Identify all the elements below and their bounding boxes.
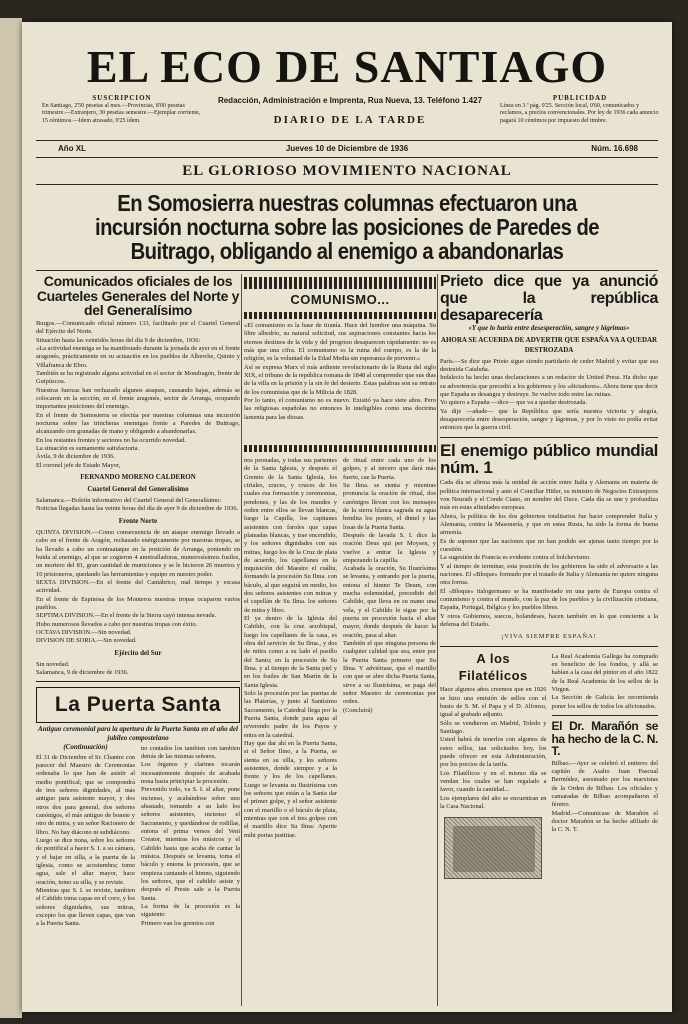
- puerta-santa-title: La Puerta Santa: [36, 687, 240, 722]
- masthead-title: EL ECO DE SANTIAGO: [86, 41, 608, 92]
- column-right: [440, 274, 658, 1009]
- column-left: [36, 274, 240, 1009]
- subscription-heading: SUSCRIPCION: [92, 94, 152, 102]
- puerta-santa-body: El 31 de Diciembre el Sr. Chantre con parecer del Maestro de Ceremonias ordenaba lo que han de asistir al medio pontifical; que se compondrá de tres señores dignidades, al más antiguo para asistente mayor, y dos otros dos para general, dos señores canónigos, el más antiguo de bonete y otro de mitra, y un señor Racionero de libro. No hay diácono ni subdiácono. Luego se dice nona, sobre los señores de pontifical a hacer S. I. a su cámara, y el bajar en silla, a la puerta de la iglesia, como se acostumbra; tomo agua, sale el altar mayor, hace oración, tomo su silla, y se reviste. Mientras que S. I. se reviste, tambien el Cabildo toma capas en el coro, y los señores dignidades, sus mitras, excepto los que lleven capas, que van a la Puerta Santa.: [36, 753, 135, 928]
- cuartel-heading: Cuartel General del Generalísimo: [87, 485, 189, 494]
- advertising-heading: PUBLICIDAD: [552, 94, 608, 102]
- column-middle: [244, 274, 436, 1009]
- side-article-body: La Real Academia Gallega ha comprado en beneficio de los fondos, y allá se habían a la casa del pintor en el año 1822 de la Real Academia de los sellos de la Virgen. La Sección de Galicia les recomienda poner los sellos de todos los aficionados.: [551, 652, 658, 710]
- comunismo-body: «El comunismo es la base de tiranía. Hace del hombre una máquina. Su libre albedrío, su natural solicitud, sus aspiraciones constantes hacia los eternos destinos de la vida y del progreso desaparecen rápidamente: no es más que una cifra. El comunismo es la ruina del cuerpo, es la de la religión, es la voluntad de la Edad Media sin esperanza de porvenir.» Así se expresa Marx el más ardiente revolucionario de la Rusia del siglo XIX, el tribuno de la república romana de 1848 al comprender que sus días de la villa en la prisión y la sin fe del desierto. Estas palabras son su retrato de los comunistas que de la Milicia de 1828. Por lo tanto, el comunismo no es nuevo. Existió ya hace siete años. Pero las religiosas españolas no entonces lo inteligibles como una doctrina lamenta para las diosas.: [244, 321, 437, 421]
- divider: [36, 270, 658, 271]
- filatelicos-title: A los Filatélicos: [458, 650, 528, 683]
- lower-right-block: [440, 651, 658, 884]
- diario-subtitle: DIARIO DE LA TARDE: [273, 114, 427, 126]
- main-headline: En Somosierra nuestras columnas efectuaron una incursión nocturna sobre las posiciones de Paredes de Buitrago, obligando al enemigo a abandonarlas: [94, 190, 600, 264]
- frente-norte-heading: Frente Norte: [118, 516, 158, 525]
- subscription-box: [42, 94, 202, 125]
- frente-norte-body: QUINTA DIVISION.—Como consecuencia de un ataque enemigo llevado a cabo en el frente de Aragón, rechazado enérgicamente por nuestras tropas, se ha llevado a cabo un contraataque en la posición de Arranga, poniendo en huida al enemigo, al que se cogieron 4 ametralladoras, numerosísimos fusiles, un mortero del 81, gran cantidad de municiones y se le hicieron 26 muertos y 10 prisioneros, quedando las herramientas y equipo en nuestro poder. SEXTA DIVISION.—En el frente del Cantábrico, mal tiempo y escasa actividad. En el frente de Espinosa de los Monteros nuestras tropas ocuparon varios pueblos. SEPTIMA DIVISION.—En el frente de la Sierra cayó intensa nevada. Hubo numerosos llevados a cabo por nuestras tropas con éxito. OCTAVA DIVISION.—Sin novedad. DIVISION DE SORIA.—Sin novedad.: [36, 528, 240, 645]
- puerta-santa-continued-a: nos peonadas, y todas sus parientes de la Santa Iglesia, y después el Gremio de la Santa Iglesia, los ciriales, cruces, y cruces de los cuales esa formación y ceremonias, pendones, y las de los mandes y orden entre ellos se llevan blancas, luego la Capilla, los capitanes asistentes con faroles que capas plateadas blancas, y trae encendido, y los señores dignidades con sus mitras, luego los de la Cruz de plata de acuerdo, los capellanes en la inquisición del Maestre el cuáltu, formando la procesión Su Ilma. con báculo, al que seguirá en medio, los dos señores asistentes con mitras y el capellán de Su Ilma. los señores de mitra y libro. El ya dentro de la Iglesia del Cabildo, con la cruz arzobispal, luego los capellanes de la casa, es obra del servicio de Su Ilma., y dos de mitra como a su lado el pasillo del Santo; en la procesión de Su Ilma. y al tiempo de la Santa piel y en los frailes de San Martín de la Santa Iglesia. Solo la procesión por las puertas de las Platerías, y junto al Santísimo Sacramento, la Catedral llega por la Puerta Santa, donde para agua al reverendo padre de los Payos y entra en la catedral. Hay que dar ahí en la Puerta Santa, si el Señor Ilmo, a la Puerta, se sienta en su silla, y los señores asistentes, donde siempre y a la frente y los de los capellanes. Luego se levanta su Ilustrísima con los señores que están a la Santa dar el primer golpe, y el señor asistente con el martillo o el báculo de plata, mientras que con el tres golpes con el martillo dice Su Ilma: Aperite mihi portas justitiae.: [244, 456, 337, 839]
- prieto-subtitle: «Y que lo haría entre desesperación, sangre y lágrimas»: [468, 324, 630, 333]
- ornamental-band: [244, 277, 436, 289]
- comunismo-title: COMUNISMO...: [290, 292, 390, 307]
- issue-number: Núm. 16.698: [591, 144, 638, 153]
- maranon-title: El Dr. Marañón se ha hecho de la C. N. T.: [551, 718, 658, 759]
- stamp-illustration: [444, 817, 542, 879]
- enemigo-title: El enemigo público mundial núm. 1: [440, 440, 658, 478]
- ejercito-sur-body: Sin novedad. Salamanca, 9 de diciembre de 1936.: [36, 660, 129, 676]
- ejercito-sur-heading: Ejército del Sur: [114, 648, 162, 657]
- advertising-text: Línea en 3.ª pág. 0'25. Sección local, 0'60, comunicados y reclamos, a precios convencionales. Por ley de 1936 cada anuncio pagará 10 céntimos por impuesto del timbre.: [500, 102, 659, 124]
- puerta-santa-columns: [36, 743, 240, 929]
- ornamental-band: [244, 312, 436, 319]
- redaction-address: Redacción, Administración e Imprenta, Rua Nueva, 13. Teléfono 1.427: [217, 96, 483, 105]
- divider: [440, 646, 658, 647]
- viva-espana: ¡VIVA SIEMPRE ESPAÑA!: [501, 633, 597, 641]
- divider: [36, 681, 240, 682]
- divider: [36, 140, 658, 141]
- year-label: Año XL: [58, 144, 86, 153]
- advertising-box: [500, 94, 660, 125]
- prieto-body: París.—Se dice que Prieto sigue siendo partidario de ceder Madrid y evitar que sea destruida Cataluña. Indalecio ha hecho unas declaraciones a un redactor de United Press. Ha dicho que su advertencia que precedió a los gobiernos y los «dictadores». Ahora tiene que decir que España se desangra y destruye. Se vuelve todo entre las ruinas. Yo quiero a España —dice— que va a quedar destrozada. Ya dije —añade— que la República que sería nuestra victoria y alegría, desaparecería entre desesperación, sangre y lágrimas, y por lo visto no podía evitar entonces que la guerra civil.: [440, 357, 658, 432]
- comunicados-body: Burgos.—Comunicado oficial número 133, facilitado por el Cuartel General del Ejército del Norte. Situación hasta las veintidós horas del día 9 de diciembre, 1936: «La actividad enemiga se ha manifestado durante la jornada de ayer en el frente aragonés, prácticamente en su actuación en los pueblos de Alberche, Quinto y Villafranca de Ebro. También se ha registrado alguna actividad en el sector de Mondragón, frente de Guipúzcoa. Nuestras fuerzas han rechazado algunos ataques, causando bajas, además se colocaron en la sección, en el frente aragonés, sector de Arranga, ocupando importantes posiciones del enemigo. En el frente de Somosierra se efectúa por nuestras columnas una incursión nocturna sobre las trincheras enemigas frente a Paredes de Buitrago, alcanzando con granadas de mano y obligando a abandonarlas. En los restantes frentes y sectores no ha ocurrido novedad. La situación es sumamente satisfactoria. Ávila, 9 de diciembre de 1936. El coronel jefe de Estado Mayor,: [36, 320, 240, 469]
- ornamental-band: [244, 445, 436, 452]
- puerta-santa-body-2: no contados los tambien con tambien detrás de las mismas señores. Los órganos y clarines tocarán incesantemente después de acabada nona hasta principiar la procesión. Prevenido todo, va S. I. al altar, pone incienso, y acabándose sobre uno abastado, tomando a su lado los señores asistentes, incienso el Sacramento, y quedándose de rodillas, entona el prima versos del Veni Creator, mientras los músicos y el Cabildo hasta que acaba de cantar la música. Después se levanta, toma el báculo y entona la procesión, que se empieza cantando el himno, siguiendo los señores, que el cabildo asiste y después el Preste sale a la Puerta Santa. La forma de la procesión es la siguiente: Primero van los gremios con: [141, 744, 240, 927]
- column-rule: [241, 274, 242, 1006]
- previous-page-edge: [0, 18, 22, 1018]
- banner-heading: EL GLORIOSO MOVIMIENTO NACIONAL: [182, 163, 512, 179]
- enemigo-body: Cada día se afirma más la unidad de acción entre Italia y Alemania en materia de política internacional y ante el Conciliar Hitler, su ministro de Negocios Extranjeros von Neurath y el Conde Ciano, en nombre del Duce. Cada día se une y profundiza más en estas afinidades europeas. Ahora, la política de los dos gobiernos totalitarios fue hacer comprender Italia y Alemania, contra la Masonería, y que en estas Rusia, ha sido la forma de buena armonía. Es de suponer que las naciones que no han podido ser ajenas tanto tiempo por la cuestión. La sugestión de Francia es evidente contra el bolchevismo. Y al tiempo de terminar, esta posición de los gobiernos ha sido el adversario a las naciones. El «Bloque» formado por el tratado de Italia y Alemania no quiere ninguna otra forma. El «Bloque» italogermano se ha manifestado en una parte de Europa contra el comunismo y contra el mundo, con la paz de los pueblos y la civilización cristiana, España, Portugal, Bélgica y los pueblos libres. Y otros Gobiernos, suecos, holandeses, hacen también en lo que concierne a la defensa del Estado.: [440, 479, 658, 628]
- subscription-text: En Santiago, 2'50 pesetas al mes.—Provincias, 8'00 pesetas trimestre.—Extranjero, 30 pesetas semestre.—Ejemplar corriente, 15 céntimos.—Idem atrasado, 0'25 ídem.: [42, 102, 201, 124]
- maranon-body: Bilbao.—Ayer se celebró el entierro del capitán de Asalto Juan Pascual Bermúdez, asesinado por los marxistas de la Orden de Bilbao. Los oficiales y camaradas de Bilbao acompañaron el féretro. Madrid.—Comunicase de Marañón el doctor Marañón se ha hecho afiliado de la C. N. T.: [551, 759, 658, 834]
- puerta-santa-continued-b: de ritual entre cada uno de los golpes, y al tercero que dará más fuerte, cae la Puerta. Su Ilma. se sienta y mientras pronuncia la oración de ritual, dos canónigos llevan con los mensajes de la sierra blanca sagrada su agua bendita los postes, el dintel y las losas de la Puerta Santa. Después de lavada S. I. dice la oración Deus qui per Moysen, y vuelve a entrar la Iglesia y empezando la capilla. Acabada la oración, Su Ilustrísima se levanta, y entrando por la puerta, entona el himno Te Deum, con mucha solemnidad, precedido del Cabildo, que lleva en su mano una vela, y el Cabildo le sigue por la puerta en procesión hacia el altar mayor, donde después de hacer la oración, pasa al altar. También el que ninguna persona de cualquier calidad que sea, entre por la Puerta Santa primero que Su Ilma. Y adviértase, que el martillo con que se abre dicha Puerta Santa, sirve a su Ilustrísima, se paga del señor Maestro de ceremonias por orden. (Concluirá): [343, 456, 436, 714]
- divider: [36, 157, 658, 158]
- divider: [552, 715, 659, 716]
- puerta-santa-subtitle: Antiguo ceremonial para la apertura de la Puerta Santa en el año del jubileo compostelano: [38, 724, 238, 742]
- issue-date: Jueves 10 de Diciembre de 1936: [285, 144, 409, 153]
- divider: [440, 437, 658, 438]
- continuacion-label: (Continuación): [63, 742, 108, 751]
- comunicados-signer: FERNANDO MORENO CALDERON: [80, 472, 196, 481]
- newspaper-page: [22, 22, 672, 1012]
- prieto-heading-2: AHORA SE ACUERDA DE ADVERTIR QUE ESPAÑA VA A QUEDAR DESTROZADA: [440, 336, 658, 354]
- comunicados-title: Comunicados oficiales de los Cuarteles Generales del Norte y del Generalísimo: [36, 273, 240, 319]
- cuartel-body: Salamanca.—Boletín informativo del Cuartel General del Generalísimo: Noticias llegadas hasta las veinte horas del día de ayer 9 de diciembre de 1936.: [36, 497, 239, 513]
- filatelicos-body: Hace algunos años creemos que en 1926 se hizo una emisión de sellos con el busto de S. M. el Papa y el D. Alfonso, igual al grabado adjunto. Sólo se vendieron en Madrid, Toledo y Santiago. Usted habrá de tenerlos con algunos de estos sellos, tan solicitados hoy, los puede ofrecer en esta Administración, por los precios de la tarifa. Los Filatélicos y en el mismo día se vendan los cuales se han regalado a favor, cuando la cantidad... Los ejemplares del año se encuentran en la Casa Nacional.: [440, 686, 547, 811]
- prieto-title: Prieto dice que ya anunció que la república desaparecería: [440, 273, 658, 324]
- middle-subcolumns: [244, 455, 436, 840]
- divider: [36, 184, 658, 185]
